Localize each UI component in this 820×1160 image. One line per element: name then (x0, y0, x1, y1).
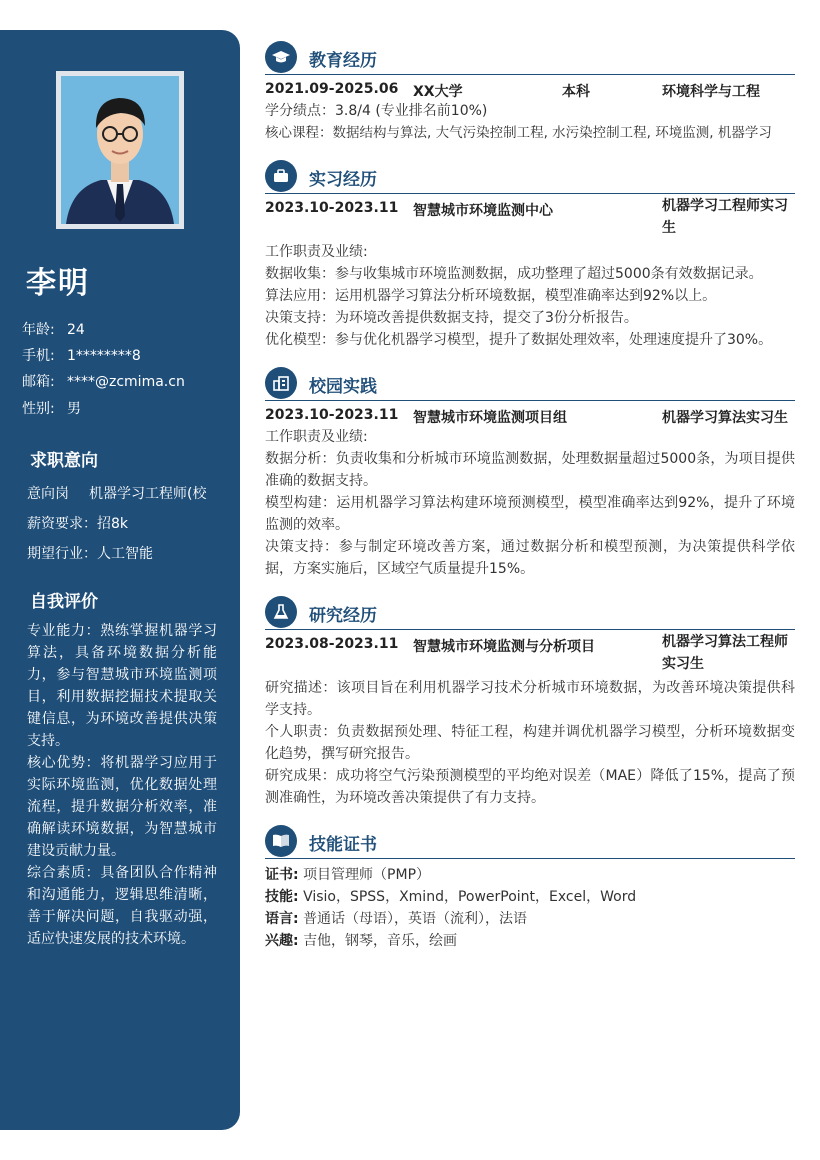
skill-cert-value: 项目管理师（PMP） (303, 867, 431, 883)
self-eval-professional: 专业能力：熟练掌握机器学习算法，具备环境数据分析能力，参与智慧城市环境监测项目，利用数据挖掘技术提取关键信息，为环境改善提供决策支持。 (27, 623, 217, 749)
skill-hobby-value: 吉他，钢琴，音乐，绘画 (303, 933, 458, 949)
self-eval-body (27, 620, 217, 950)
campus-header (265, 367, 795, 401)
education-courses: 核心课程：数据结构与算法, 大气污染控制工程, 水污染控制工程, 环境监测, 机器学习 (265, 125, 772, 141)
internship-line: 优化模型：参与优化机器学习模型，提升了数据处理效率，处理速度提升了30%。 (265, 332, 773, 348)
self-eval-strengths: 核心优势：将机器学习应用于实际环境监测，优化数据处理流程，提升数据分析效率，准确解读环境数据，为智慧城市建设贡献力量。 (27, 755, 217, 859)
education-date: 2021.09-2025.06 (265, 81, 399, 97)
position-label: 意向岗 (27, 486, 69, 502)
position-row (27, 484, 206, 504)
campus-row (265, 404, 795, 426)
skill-tech-row (265, 886, 795, 908)
salary-label: 薪资要求： (27, 516, 97, 532)
campus-line: 决策支持：参与制定环境改善方案，通过数据分析和模型预测，为决策提供科学依据，方案实施后，区域空气质量提升15%。 (265, 539, 795, 577)
education-section (265, 41, 795, 144)
research-row (265, 633, 795, 677)
campus-line: 模型构建：运用机器学习算法构建环境预测模型，模型准确率达到92%，提升了环境监测的效率。 (265, 495, 795, 533)
internship-role-line2: 生 (662, 220, 676, 236)
research-role (662, 631, 788, 675)
internship-role (662, 195, 788, 239)
research-role-line1: 机器学习算法工程师 (662, 634, 788, 650)
gender-label: 性别: (22, 401, 55, 417)
graduation-cap-icon (265, 41, 297, 73)
internship-title: 实习经历 (309, 170, 377, 190)
education-row (265, 78, 795, 100)
internship-row (265, 197, 795, 241)
skill-cert-label: 证书: (265, 867, 299, 883)
job-intent-title: 求职意向 (30, 451, 98, 471)
book-icon (265, 825, 297, 857)
campus-date: 2023.10-2023.11 (265, 407, 399, 423)
industry-row (27, 544, 153, 564)
skill-hobby-label: 兴趣: (265, 933, 299, 949)
skill-hobby-row (265, 930, 795, 952)
research-line: 研究描述：该项目旨在利用机器学习技术分析城市环境数据，为改善环境决策提供科学支持。 (265, 680, 795, 718)
research-section (265, 596, 795, 809)
internship-line: 算法应用：运用机器学习算法分析环境数据，模型准确率达到92%以上。 (265, 288, 717, 304)
industry-label: 期望行业： (27, 546, 97, 562)
internship-line: 工作职责及业绩: (265, 244, 368, 260)
sidebar (0, 30, 240, 1130)
education-major: 环境科学与工程 (662, 84, 760, 100)
education-gpa: 学分绩点：3.8/4 (专业排名前10%) (265, 103, 488, 119)
education-header (265, 41, 795, 75)
campus-section (265, 367, 795, 580)
skill-lang-row (265, 908, 795, 930)
profile-photo (56, 71, 184, 229)
research-title: 研究经历 (309, 606, 377, 626)
research-header (265, 596, 795, 630)
phone-value: 1********8 (67, 348, 141, 364)
salary-value: 招8k (97, 516, 129, 532)
education-school: XX大学 (413, 84, 463, 100)
self-eval-qualities: 综合素质：具备团队合作精神和沟通能力，逻辑思维清晰，善于解决问题，自我驱动强，适应快速发展的技术环境。 (27, 865, 217, 947)
campus-role: 机器学习算法实习生 (662, 410, 788, 426)
flask-icon (265, 596, 297, 628)
skills-header (265, 825, 795, 859)
salary-row (27, 514, 128, 534)
building-icon (265, 367, 297, 399)
skill-lang-value: 普通话（母语），英语（流利），法语 (303, 911, 528, 927)
position-value: 机器学习工程师(校 (89, 486, 207, 502)
internship-org: 智慧城市环境监测中心 (413, 203, 553, 219)
research-line: 个人职责：负责数据预处理、特征工程，构建并调优机器学习模型，分析环境数据变化趋势，撰写研究报告。 (265, 724, 795, 762)
skill-tech-value: Visio，SPSS，Xmind，PowerPoint，Excel，Word (303, 889, 637, 905)
internship-section (265, 160, 795, 351)
briefcase-icon (265, 160, 297, 192)
age-value: 24 (67, 322, 85, 338)
campus-line: 数据分析：负责收集和分析城市环境监测数据，处理数据量超过5000条，为项目提供准确的数据支持。 (265, 451, 795, 489)
email-label: 邮箱: (22, 374, 55, 390)
age-label: 年龄: (22, 322, 55, 338)
research-role-line2: 实习生 (662, 656, 704, 672)
education-degree: 本科 (562, 84, 590, 100)
gender-value: 男 (67, 401, 81, 417)
internship-role-line1: 机器学习工程师实习 (662, 198, 788, 214)
age-row (22, 320, 85, 340)
skill-cert-row (265, 864, 795, 886)
research-org: 智慧城市环境监测与分析项目 (413, 639, 595, 655)
campus-org: 智慧城市环境监测项目组 (413, 410, 567, 426)
internship-header (265, 160, 795, 194)
self-eval-title: 自我评价 (30, 592, 98, 612)
skill-lang-label: 语言: (265, 911, 299, 927)
email-row (22, 372, 185, 392)
phone-label: 手机: (22, 348, 55, 364)
internship-line: 决策支持：为环境改善提供数据支持，提交了3份分析报告。 (265, 310, 638, 326)
research-line: 研究成果：成功将空气污染预测模型的平均绝对误差（MAE）降低了15%，提高了预测准确性，为环境改善决策提供了有力支持。 (265, 768, 795, 806)
gender-row (22, 399, 81, 419)
phone-row (22, 346, 141, 366)
internship-date: 2023.10-2023.11 (265, 200, 399, 216)
skill-tech-label: 技能: (265, 889, 299, 905)
candidate-name: 李明 (26, 266, 90, 301)
internship-line: 数据收集：参与收集城市环境监测数据，成功整理了超过5000条有效数据记录。 (265, 266, 763, 282)
campus-line: 工作职责及业绩: (265, 429, 368, 445)
industry-value: 人工智能 (97, 546, 153, 562)
research-date: 2023.08-2023.11 (265, 636, 399, 652)
education-title: 教育经历 (309, 51, 377, 71)
email-value: ****@zcmima.cn (67, 374, 185, 390)
skills-section (265, 825, 795, 952)
campus-title: 校园实践 (309, 377, 377, 397)
skills-title: 技能证书 (309, 835, 377, 855)
person-portrait (61, 76, 179, 224)
